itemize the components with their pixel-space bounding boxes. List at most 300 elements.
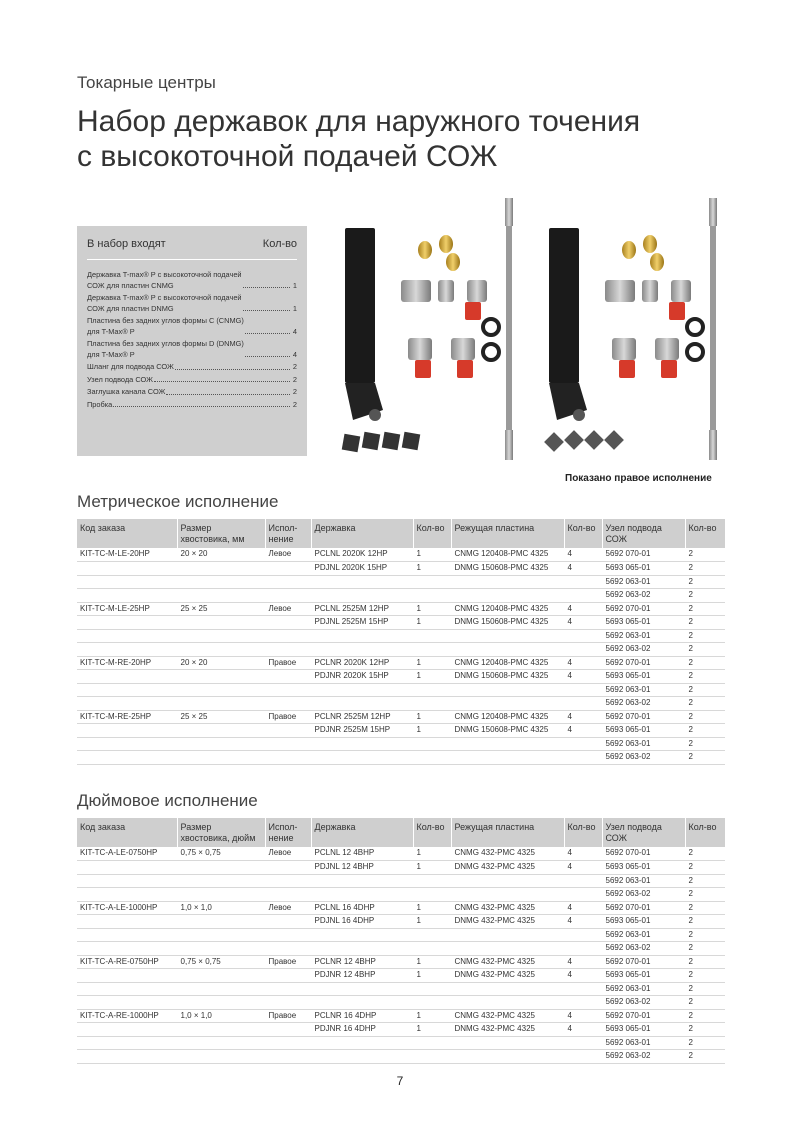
table-cell: 4 [564,548,602,562]
table-cell: 1 [413,562,451,576]
page-title [77,104,640,174]
table-cell: 2 [685,888,725,902]
table-cell: 2 [685,575,725,589]
table-cell: PCLNR 16 4DHP [311,1009,413,1023]
table-cell [177,874,265,888]
table-cell: CNMG 432-PMC 4325 [451,847,564,861]
table-cell: KIT-TC-A-LE-0750HP [77,847,177,861]
table-row [77,724,725,738]
table-cell [451,996,564,1010]
table-cell [413,697,451,711]
product-photo [333,180,728,465]
table-cell [265,888,311,902]
table-row [77,589,725,603]
table-cell: 1 [413,616,451,630]
table-cell: CNMG 120408-PMC 4325 [451,602,564,616]
table-row [77,969,725,983]
table-cell: 1,0 × 1,0 [177,1009,265,1023]
kit-item [87,339,297,360]
table-cell: DNMG 150608-PMC 4325 [451,670,564,684]
table-cell: 4 [564,1009,602,1023]
table-cell: KIT-TC-M-LE-25HP [77,602,177,616]
table-cell [265,562,311,576]
table-row [77,562,725,576]
table-cell [265,683,311,697]
table-cell: CNMG 120408-PMC 4325 [451,656,564,670]
table-cell: 1 [413,847,451,861]
table-cell: 5693 065-01 [602,562,685,576]
table-cell: 5692 063-02 [602,589,685,603]
table-cell: Левое [265,901,311,915]
table-cell [265,928,311,942]
table-cell: PDJNL 2020K 15HP [311,562,413,576]
table-row [77,861,725,875]
table-cell [177,643,265,657]
table-row [77,548,725,562]
column-header: Кол-во [564,519,602,548]
table-cell: Правое [265,656,311,670]
table-row [77,751,725,765]
table-cell [177,670,265,684]
table-cell [564,996,602,1010]
table-row [77,616,725,630]
table-cell: 2 [685,901,725,915]
kit-item-leader [245,356,290,357]
table-cell [311,643,413,657]
table-cell: 2 [685,1036,725,1050]
table-cell [77,683,177,697]
column-header: Испол- нение [265,519,311,548]
table-cell: 2 [685,629,725,643]
table-cell: 1,0 × 1,0 [177,901,265,915]
table-row [77,942,725,956]
kit-item-qty: 2 [292,387,297,396]
table-cell: 4 [564,847,602,861]
kit-item-leader [166,394,290,395]
table-cell [451,737,564,751]
table-cell: 4 [564,1023,602,1037]
table-cell: KIT-TC-M-LE-20HP [77,548,177,562]
table-cell [413,996,451,1010]
table-cell [564,683,602,697]
table-cell [177,1050,265,1064]
table-cell: KIT-TC-M-RE-20HP [77,656,177,670]
left-set [342,198,513,460]
table-cell: 5692 063-02 [602,996,685,1010]
table-cell: 4 [564,969,602,983]
table-cell [413,589,451,603]
table-cell [564,629,602,643]
table-cell: 5693 065-01 [602,724,685,738]
table-cell: 4 [564,710,602,724]
table-cell [413,575,451,589]
table-cell: DNMG 150608-PMC 4325 [451,724,564,738]
kit-item-label: Пробка [87,399,113,409]
inch-section-title: Дюймовое исполнение [77,791,258,810]
table-cell: 5693 065-01 [602,969,685,983]
table-cell: 2 [685,874,725,888]
kit-contents-header [87,238,297,260]
table-cell: Левое [265,548,311,562]
table-cell [564,589,602,603]
table-cell [564,874,602,888]
column-header: Кол-во [685,519,725,548]
table-cell: DNMG 150608-PMC 4325 [451,616,564,630]
table-cell: KIT-TC-A-LE-1000HP [77,901,177,915]
table-cell [311,683,413,697]
table-cell: DNMG 432-PMC 4325 [451,915,564,929]
table-cell [451,1036,564,1050]
table-cell [177,683,265,697]
table-cell: 5693 065-01 [602,1023,685,1037]
table-cell [177,915,265,929]
table-cell [265,751,311,765]
table-cell [265,724,311,738]
table-cell: CNMG 120408-PMC 4325 [451,548,564,562]
table-cell: 2 [685,548,725,562]
table-cell [564,643,602,657]
table-cell [451,643,564,657]
table-cell: PCLNL 2525M 12HP [311,602,413,616]
table-row [77,737,725,751]
table-cell [311,1036,413,1050]
kit-item-leader [243,287,290,288]
table-cell [413,942,451,956]
table-cell [177,1036,265,1050]
kit-item-qty: 1 [292,280,297,290]
table-cell: Правое [265,1009,311,1023]
table-cell [265,915,311,929]
column-header: Размер хвостовика, мм [177,519,265,548]
table-cell [564,737,602,751]
table-cell: 1 [413,861,451,875]
table-cell: 4 [564,955,602,969]
table-cell [177,928,265,942]
table-cell: 2 [685,643,725,657]
table-cell [413,874,451,888]
table-cell [177,562,265,576]
table-cell: 5692 070-01 [602,955,685,969]
table-cell: CNMG 432-PMC 4325 [451,955,564,969]
table-cell [564,751,602,765]
table-cell [564,928,602,942]
table-cell [177,861,265,875]
table-cell: 1 [413,548,451,562]
table-cell [413,683,451,697]
kit-item-label: Державка T-max® P с высокоточной подачей СОЖ для пластин CNMG [87,270,242,290]
table-cell: 1 [413,724,451,738]
table-row [77,643,725,657]
table-cell: PCLNR 2525M 12HP [311,710,413,724]
kit-item-label: Пластина без задних углов формы C (CNMG) для T-Max® P [87,316,244,336]
table-cell [311,575,413,589]
table-cell [413,982,451,996]
table-cell [265,996,311,1010]
table-row [77,915,725,929]
kit-contents-box [77,226,307,456]
table-cell: 0,75 × 0,75 [177,847,265,861]
table-cell: 4 [564,901,602,915]
table-cell: 5692 063-01 [602,737,685,751]
kit-contents-heading: В набор входят [87,238,166,250]
table-cell [177,751,265,765]
table-row [77,996,725,1010]
table-cell [311,888,413,902]
table-cell [311,928,413,942]
table-row [77,670,725,684]
column-header: Узел подвода СОЖ [602,818,685,847]
table-cell [265,616,311,630]
table-cell: 2 [685,982,725,996]
table-header-row [77,519,725,548]
table-cell [265,575,311,589]
table-cell: CNMG 432-PMC 4325 [451,1009,564,1023]
table-row [77,955,725,969]
table-cell: 5692 063-01 [602,982,685,996]
table-cell [413,751,451,765]
table-cell [177,737,265,751]
table-cell [564,575,602,589]
table-cell [77,928,177,942]
table-cell: 5692 063-02 [602,942,685,956]
table-cell: 5693 065-01 [602,616,685,630]
table-cell: 25 × 25 [177,602,265,616]
table-cell [177,996,265,1010]
table-cell: 5692 070-01 [602,656,685,670]
table-cell [451,629,564,643]
table-cell: 5692 070-01 [602,548,685,562]
table-cell [265,969,311,983]
kit-item-qty: 2 [292,399,297,409]
table-cell: 2 [685,1050,725,1064]
table-cell [451,928,564,942]
table-cell: DNMG 432-PMC 4325 [451,1023,564,1037]
table-cell: PDJNR 2020K 15HP [311,670,413,684]
column-header: Размер хвостовика, дюйм [177,818,265,847]
table-cell [311,1050,413,1064]
kit-item-qty: 1 [292,303,297,313]
table-cell: 2 [685,1023,725,1037]
table-cell [177,888,265,902]
table-cell: 4 [564,670,602,684]
table-cell [451,751,564,765]
table-cell: 2 [685,996,725,1010]
table-cell [451,683,564,697]
table-cell [177,575,265,589]
table-cell: DNMG 150608-PMC 4325 [451,562,564,576]
kit-item-leader [154,381,290,382]
table-cell: PCLNL 12 4BHP [311,847,413,861]
table-row [77,874,725,888]
table-cell [77,616,177,630]
kit-qty-heading: Кол-во [262,238,297,250]
table-cell: 1 [413,1009,451,1023]
table-cell: 1 [413,969,451,983]
column-header: Кол-во [685,818,725,847]
column-header: Кол-во [413,519,451,548]
table-cell [77,1023,177,1037]
table-cell [451,982,564,996]
table-cell: 1 [413,656,451,670]
kit-item-qty: 4 [292,349,297,359]
table-cell [77,589,177,603]
table-row [77,1023,725,1037]
table-cell: 2 [685,697,725,711]
table-cell [177,982,265,996]
table-cell: 5693 065-01 [602,861,685,875]
table-cell: 2 [685,969,725,983]
table-cell: 2 [685,656,725,670]
table-cell: 2 [685,602,725,616]
table-cell: 1 [413,602,451,616]
table-cell [311,737,413,751]
table-cell: 1 [413,670,451,684]
table-cell: 2 [685,670,725,684]
kit-item [87,270,297,291]
table-cell [413,1036,451,1050]
kit-item-label: Пластина без задних углов формы D (DNMG) для T-Max® P [87,339,244,359]
table-cell [311,982,413,996]
table-cell: PDJNL 12 4BHP [311,861,413,875]
table-cell: 2 [685,847,725,861]
table-cell [177,697,265,711]
table-cell [77,724,177,738]
table-cell: 1 [413,915,451,929]
table-cell: PCLNR 2020K 12HP [311,656,413,670]
photo-caption: Показано правое исполнение [565,473,712,484]
table-cell: 5692 063-02 [602,1050,685,1064]
table-cell [77,874,177,888]
table-cell [77,1050,177,1064]
table-cell [77,942,177,956]
table-cell [265,643,311,657]
table-cell [413,737,451,751]
column-header: Кол-во [413,818,451,847]
table-cell: 5692 063-01 [602,575,685,589]
kit-item-label: Заглушка канала СОЖ [87,387,166,396]
title-line-2: с высокоточной подачей СОЖ [77,140,498,173]
table-cell: 5692 063-01 [602,874,685,888]
table-row [77,888,725,902]
table-cell: 2 [685,942,725,956]
table-cell [564,697,602,711]
table-cell [77,751,177,765]
table-cell: 4 [564,616,602,630]
title-line-1: Набор державок для наружного точения [77,105,641,138]
table-cell [413,1050,451,1064]
table-row [77,847,725,861]
table-cell [77,915,177,929]
table-row [77,602,725,616]
kit-item [87,316,297,337]
table-cell: PDJNL 16 4DHP [311,915,413,929]
table-cell: 5692 070-01 [602,710,685,724]
table-cell: 5693 065-01 [602,670,685,684]
kit-item-qty: 2 [292,362,297,371]
kit-item [87,400,297,411]
table-cell [413,888,451,902]
table-cell [451,575,564,589]
kit-item-label: Державка T-max® P с высокоточной подачей СОЖ для пластин DNMG [87,293,242,313]
table-row [77,901,725,915]
table-cell [77,982,177,996]
table-cell: 2 [685,955,725,969]
table-cell: 1 [413,955,451,969]
table-cell: Правое [265,710,311,724]
table-cell [77,861,177,875]
table-cell [311,751,413,765]
table-cell: 2 [685,562,725,576]
column-header: Код заказа [77,818,177,847]
table-cell: 1 [413,901,451,915]
table-cell: 2 [685,861,725,875]
table-cell: KIT-TC-A-RE-0750HP [77,955,177,969]
table-cell: KIT-TC-M-RE-25HP [77,710,177,724]
table-cell [413,928,451,942]
kit-item-leader [175,369,290,370]
table-cell [451,888,564,902]
table-row [77,697,725,711]
table-cell [265,629,311,643]
table-cell [77,670,177,684]
table-cell: 2 [685,737,725,751]
table-cell [77,575,177,589]
table-cell: 4 [564,915,602,929]
column-header: Кол-во [564,818,602,847]
table-cell [265,942,311,956]
table-cell: PDJNR 2525M 15HP [311,724,413,738]
table-cell: PDJNL 2525M 15HP [311,616,413,630]
table-cell: 5692 063-01 [602,928,685,942]
kit-item [87,362,297,373]
table-cell: 0,75 × 0,75 [177,955,265,969]
table-cell: 2 [685,928,725,942]
table-cell [265,589,311,603]
table-cell: 2 [685,1009,725,1023]
table-cell: 4 [564,562,602,576]
table-cell [177,616,265,630]
table-cell [265,1036,311,1050]
table-cell [564,1050,602,1064]
table-cell [311,942,413,956]
column-header: Режущая пластина [451,818,564,847]
table-cell: 5692 063-02 [602,751,685,765]
table-row [77,928,725,942]
kit-item-leader [245,333,290,334]
table-cell [77,888,177,902]
table-cell: 5692 063-02 [602,888,685,902]
kit-item [87,293,297,314]
table-cell: Левое [265,847,311,861]
page-number: 7 [396,1074,404,1088]
table-cell: 5692 063-02 [602,697,685,711]
table-cell [564,1036,602,1050]
table-row [77,683,725,697]
table-cell [77,969,177,983]
table-cell [451,1050,564,1064]
table-cell: 5692 070-01 [602,1009,685,1023]
table-cell: 5692 070-01 [602,901,685,915]
table-row [77,656,725,670]
table-cell [311,589,413,603]
table-cell: 2 [685,724,725,738]
table-cell: DNMG 432-PMC 4325 [451,969,564,983]
table-cell [77,1036,177,1050]
table-cell: 2 [685,683,725,697]
table-cell [564,888,602,902]
table-cell: 4 [564,861,602,875]
table-cell [265,982,311,996]
